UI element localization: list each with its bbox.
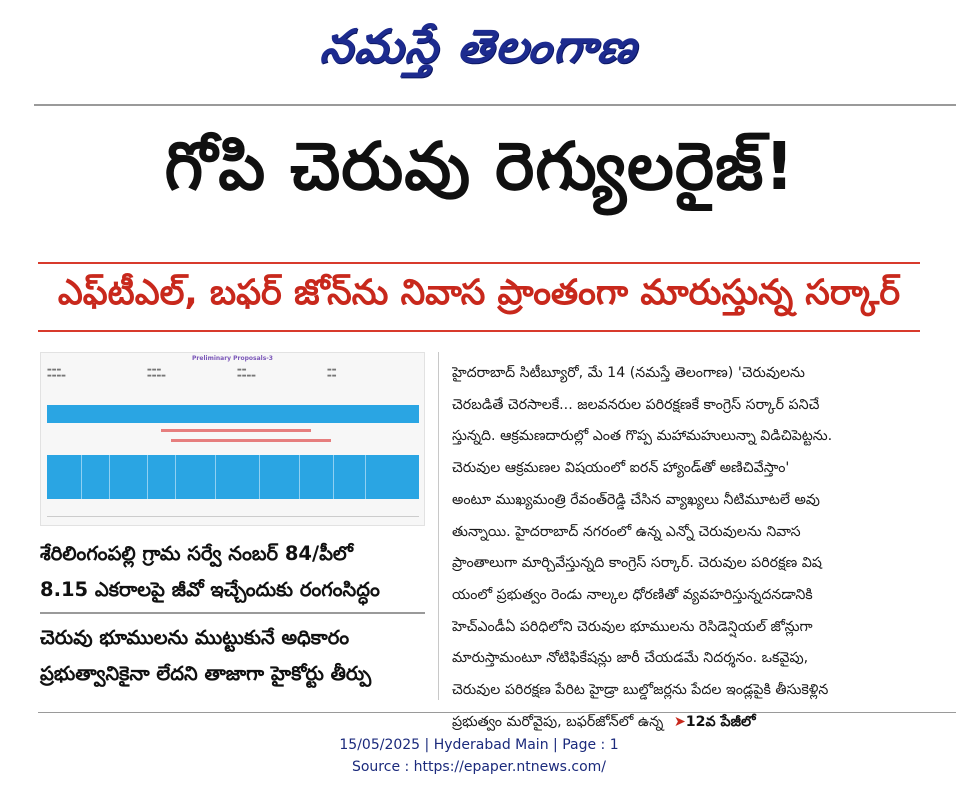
masthead-divider [34, 104, 956, 106]
body-line: చెరువుల పరిరక్షణ పేరిట హైడ్రా బుల్డోజర్లను పేదల ఇండ్లపైకి తీసుకెళ్లిన [452, 682, 829, 699]
source-link[interactable]: Source : https://epaper.ntnews.com/ [351, 759, 607, 775]
body-line: హైదరాబాద్‌ సిటీబ్యూరో, మే 14 (నమస్తే తెలంగాణ) 'చెరువులను [452, 365, 805, 381]
caption-divider [40, 612, 425, 614]
article-subheadline: ఎఫ్‌టీఎల్‌, బఫర్‌ జోన్‌ను నివాస ప్రాంతంగా మారుస్తున్న సర్కార్‌ [57, 273, 901, 313]
subheadline-bar [38, 262, 920, 332]
caption-line: 8.15 ఎకరాలపై జీవో ఇచ్చేందుకు రంగంసిద్ధం [40, 578, 380, 601]
form-table-header [47, 405, 419, 423]
body-line: చెరబడితే చెరసాలకే... జలవనరుల పరిరక్షణకే కాంగ్రెస్‌ సర్కార్‌ పనిచే [452, 396, 820, 413]
body-line-text: ప్రభుత్వం మరోవైపు, బఫర్‌జోన్‌లో ఉన్న [452, 713, 664, 730]
continue-arrow-icon: ➤ [673, 713, 686, 730]
form-table-row [47, 501, 419, 517]
body-line: అంటూ ముఖ్యమంత్రి రేవంత్‌రెడ్డి చేసిన వ్యాఖ్యలు నీటిమూటలే అవు [452, 491, 820, 508]
continued-on-page-link[interactable] [674, 714, 756, 730]
body-line: హెచ్‌ఎండీఏ పరిధిలోని చెరువుల భూములను రెసిడెన్షియల్‌ జోన్లుగా [452, 618, 813, 635]
body-line: యంలో ప్రభుత్వం రెండు నాల్కల ధోరణితో వ్యవహరిస్తున్నదనడానికి [452, 586, 813, 603]
form-table-header-detailed [47, 455, 419, 499]
form-title: Preliminary Proposals-3 [192, 355, 273, 362]
form-fields [47, 367, 419, 387]
article-body [452, 358, 924, 738]
body-line: చెరువుల ఆక్రమణల విషయంలో ఐరన్‌ హ్యాండ్‌తో అణిచివేస్తాం' [452, 460, 790, 477]
caption-line: చెరువు భూములను ముట్టుకునే అధికారం [40, 626, 350, 649]
image-caption-highcourt [40, 620, 425, 692]
page-footer [0, 734, 958, 778]
form-highlight-line [161, 429, 311, 432]
body-line: మారుస్తామంటూ నోటిఫికేషన్లు జారీ చేయడమే నిదర్శనం. ఒకవైపు, [452, 650, 809, 667]
form-field-placeholder: ▬▬ ▬▬ [327, 367, 337, 379]
image-caption-survey [40, 536, 425, 608]
footer-divider [38, 712, 956, 713]
form-field-placeholder: ▬▬▬ ▬▬▬▬ [147, 367, 166, 379]
caption-line: ప్రభుత్వానికైనా లేదని తాజాగా హైకోర్టు తీర్పు [40, 662, 372, 685]
newspaper-logo: నమస్తే తెలంగాణ [318, 19, 642, 73]
edition-info: 15/05/2025 | Hyderabad Main | Page : 1 [339, 737, 619, 753]
form-field-placeholder: ▬▬ ▬▬▬▬ [237, 367, 256, 379]
column-divider [438, 352, 439, 700]
body-line: స్తున్నది. ఆక్రమణదారుల్లో ఎంత గొప్ప మహామహులున్నా విడిచిపెట్టను. [452, 428, 833, 445]
embedded-form-image [40, 352, 425, 526]
body-line: తున్నాయి. హైదరాబాద్‌ నగరంలో ఉన్న ఎన్నో చెరువులను నివాస [452, 523, 801, 540]
masthead [0, 0, 958, 104]
article-headline: గోపి చెరువు రెగ్యులరైజ్‌! [164, 127, 796, 205]
form-highlight-line [171, 439, 331, 442]
body-line: ప్రాంతాలుగా మార్చివేస్తున్నది కాంగ్రెస్‌ సర్కార్‌. చెరువుల పరిరక్షణ విష [452, 555, 822, 572]
caption-line: శేరిలింగంపల్లి గ్రామ సర్వే నంబర్‌ 84/పీలో [40, 542, 354, 565]
form-field-placeholder: ▬▬▬ ▬▬▬▬ [47, 367, 66, 379]
continued-label: 12వ పేజీలో [685, 713, 756, 730]
